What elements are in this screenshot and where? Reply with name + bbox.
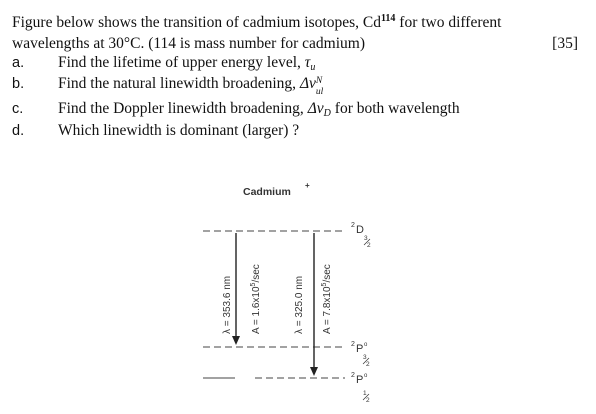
lower-term-letter: P [356, 374, 364, 386]
transition-2-wavelength [294, 276, 305, 334]
lower-level-label [351, 372, 370, 404]
isotope-superscript: 114 [380, 13, 396, 24]
doppler-subscript: D [323, 108, 331, 119]
middle-multiplicity: 2 [351, 341, 355, 348]
lower-j-den: 2 [366, 397, 370, 404]
question-c-text: Find the Doppler linewidth broadening, [58, 100, 308, 117]
question-c-suffix: for both wavelength [330, 100, 460, 117]
question-letter: c. [12, 101, 24, 117]
tau-symbol: τ [304, 54, 311, 71]
upper-multiplicity: 2 [351, 222, 355, 229]
rate-2-text [321, 264, 333, 334]
transition-2-arrowhead [310, 367, 318, 376]
middle-j-den: 2 [366, 361, 370, 368]
transition-1-wavelength [222, 276, 233, 334]
question-text: Which linewidth is dominant (larger) ? [58, 122, 300, 139]
wavelength-2-text: λ = 325.0 nm [294, 275, 305, 334]
rate-1-unit: /sec [251, 264, 262, 283]
transition-1-arrowhead [232, 336, 240, 345]
transition-1-rate [250, 264, 262, 334]
question-b-text: Find the natural linewidth broadening, [58, 75, 300, 92]
rate-1-mantissa: A = 1.6x10 [251, 286, 262, 334]
tau-subscript: u [310, 62, 316, 73]
middle-level-label [351, 341, 370, 368]
middle-term-letter: P [356, 343, 364, 355]
delta-nu-symbol: Δν [307, 100, 324, 117]
rate-2-unit: /sec [322, 264, 333, 283]
rate-2-exponent: 5 [321, 282, 328, 287]
rate-2-mantissa: A = 7.8x10 [322, 286, 333, 334]
wavelength-1-text: λ = 353.6 nm [222, 275, 233, 334]
upper-j-num: 3 [364, 235, 368, 242]
upper-level-label [351, 222, 371, 249]
lower-j-num: 1 [363, 390, 367, 397]
upper-term-letter: D [356, 224, 364, 236]
transition-2-rate [321, 264, 333, 334]
intro-text-end: for two different [395, 14, 502, 31]
diagram-title: Cadmium [243, 186, 291, 198]
question-letter: b. [12, 76, 25, 92]
intro-line-2: wavelengths at 30°C. (114 is mass number for cadmium) [12, 35, 366, 52]
middle-parity: o [364, 342, 368, 348]
middle-j-num: 3 [363, 354, 367, 361]
question-letter: a. [12, 55, 25, 71]
lower-multiplicity: 2 [351, 372, 355, 379]
question-letter: d. [12, 123, 25, 139]
diagram-title-superscript: + [305, 181, 310, 190]
delta-nu-symbol: Δν [299, 75, 316, 92]
lower-parity: o [364, 373, 368, 379]
ul-subscript: ul [315, 87, 324, 97]
rate-1-text [250, 264, 262, 334]
marks-label: [35] [552, 35, 578, 52]
natural-superscript: N [315, 76, 323, 86]
upper-j-den: 2 [367, 242, 371, 249]
rate-1-exponent: 5 [250, 282, 257, 287]
question-a-text: Find the lifetime of upper energy level, [58, 54, 305, 71]
intro-text-start: Figure below shows the transition of cadmium isotopes, Cd [12, 14, 381, 31]
